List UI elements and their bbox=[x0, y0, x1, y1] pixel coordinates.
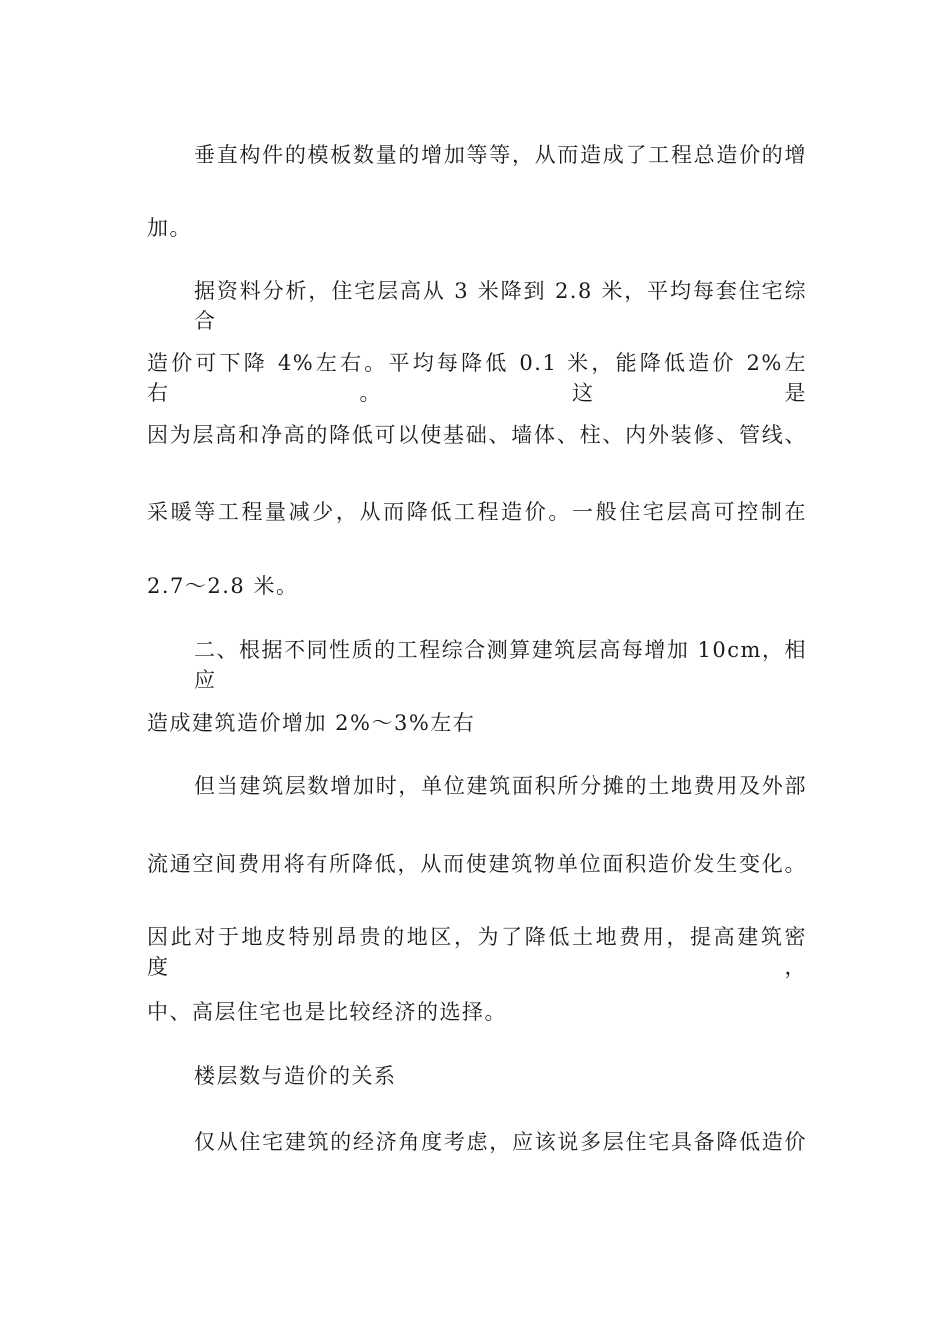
text-line: 二、根据不同性质的工程综合测算建筑层高每增加 10cm，相应 bbox=[194, 638, 807, 692]
text-line: 加。 bbox=[147, 216, 192, 240]
text-line: 2.7～2.8 米。 bbox=[147, 574, 299, 598]
section-heading: 楼层数与造价的关系 bbox=[194, 1064, 397, 1088]
text-line: 但当建筑层数增加时，单位建筑面积所分摊的土地费用及外部 bbox=[194, 774, 807, 798]
text-line: 采暖等工程量减少，从而降低工程造价。一般住宅层高可控制在 bbox=[147, 500, 807, 524]
text-line: 因为层高和净高的降低可以使基础、墙体、柱、内外装修、管线、 bbox=[147, 423, 807, 447]
text-line: 流通空间费用将有所降低，从而使建筑物单位面积造价发生变化。 bbox=[147, 852, 807, 876]
text-line: 仅从住宅建筑的经济角度考虑，应该说多层住宅具备降低造价 bbox=[194, 1130, 807, 1154]
text-line: 据资料分析，住宅层高从 3 米降到 2.8 米，平均每套住宅综合 bbox=[194, 279, 807, 333]
text-line: 垂直构件的模板数量的增加等等，从而造成了工程总造价的增 bbox=[194, 143, 807, 167]
text-line: 因此对于地皮特别昂贵的地区，为了降低土地费用，提高建筑密度， bbox=[147, 925, 807, 979]
text-line: 中、高层住宅也是比较经济的选择。 bbox=[147, 1000, 507, 1024]
text-line: 造价可下降 4%左右。平均每降低 0.1 米，能降低造价 2%左右。这是 bbox=[147, 351, 807, 405]
text-line: 造成建筑造价增加 2%～3%左右 bbox=[147, 711, 476, 735]
